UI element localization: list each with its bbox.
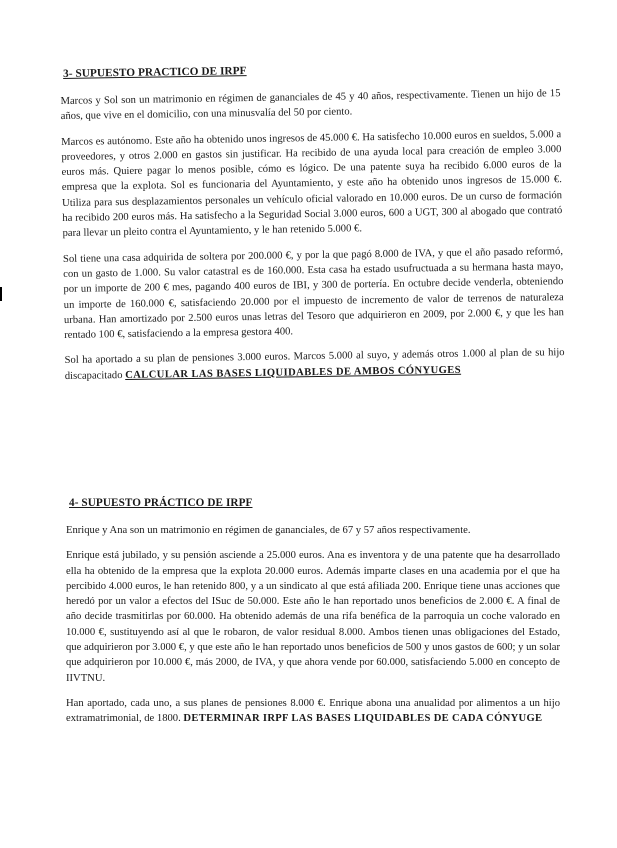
scan-edge-mark [0, 287, 2, 301]
supuesto-3-paragraph-4 [64, 346, 564, 384]
supuesto-3-paragraph-4-text: Sol ha aportado a su plan de pensiones 3.000 euros. Marcos 5.000 al suyo, y además otros 1.000 al plan de su hijo discapacitado [64, 347, 565, 382]
supuesto-4-title: 4- SUPUESTO PRÁCTICO DE IRPF [69, 497, 253, 509]
supuesto-3-instruction: CALCULAR LAS BASES LIQUIDABLES DE AMBOS CÓNYUGES [125, 364, 462, 381]
supuesto-3-paragraph-2: Marcos es autónomo. Este año ha obtenido unos ingresos de 45.000 €. Ha satisfecho 10.000 euros en sueldos, 5.000 a proveedores, y otros 2.000 en gastos sin justificar. Ha recibido de una ayuda local para creación de empleo 3.000 euros más. Quiere pagar lo menos posible, cómo es lógico. De una patente suya ha recibido 6.000 euros de la empresa que la explota. Sol es funcionaria del Ayuntamiento, y este año ha obtenido unos ingresos de 15.000 €. Utiliza para sus desplazamientos personales un vehículo oficial valorado en 10.000 euros. De un curso de formación ha recibido 200 euros más. Ha satisfecho a la Seguridad Social 3.000 euros, 600 a UGT, 300 al abogado que contrató para llevar un pleito contra el Ayuntamiento, y le han retenido 5.000 €. [61, 128, 563, 240]
supuesto-4-paragraph-2: Enrique está jubilado, y su pensión asciende a 25.000 euros. Ana es inventora y de una patente que ha desarrollado ella ha obtenido de la empresa que la explota 20.000 euros. Además imparte clases en una academia por el que ha percibido 4.000 euros, le han retenido 800, y a un sindicato al que está afiliada 200. Enrique tiene unas acciones que heredó por un valor a efectos del ISuc de 50.000. Este año le han reportado unos beneficios de 2.000 €. A final de año decide trasmitirlas por 60.000. Ha obtenido además de una rifa benéfica de la parroquia un coche valorado en 10.000 €, sustituyendo así al que le robaron, de valor residual 8.000. Ambos tienen unas obligaciones del Estado, que adquirieron por 3.000 €, y que este año le han reportado unos beneficios de 500 y unos gastos de 600; y un solar que adquirieron por 10.000 €, más 2000, de IVA, y que ahora vende por 60.000, satisfaciendo 5.000 en concepto de IIVTNU. [66, 550, 560, 684]
supuesto-3-paragraph-1: Marcos y Sol son un matrimonio en régimen de gananciales de 45 y 40 años, respectivamente. Tienen un hijo de 15 años, que vive en el domicilio, con una minusvalía del 50 por ciento. [60, 88, 561, 123]
supuesto-3-paragraph-3: Sol tiene una casa adquirida de soltera por 200.000 €, y por la que pagó 8.000 de IVA, y que el año pasado reformó, con un gasto de 1.000. Su valor catastral es de 160.000. Esta casa ha estado usufructuada a su hermana hasta mayo, por un importe de 200 € mes, pagando 400 euros de IBI, y 300 de portería. En octubre decide venderla, obteniendo un importe de 160.000 €, satisfaciendo 20.000 por el impuesto de incremento de valor de terrenos de naturaleza urbana. Han amortizado por 2.500 euros unas letras del Tesoro que adquirieron en 2009, por 2.000 €, y que les han rentado 100 €, satisfaciendo a la empresa gestora 400. [62, 245, 564, 342]
supuesto-4-paragraph-3 [66, 696, 560, 727]
supuesto-4-paragraph-3-text: Han aportado, cada uno, a sus planes de pensiones 8.000 €. Enrique abona una anualidad por alimentos a un hijo extramatrimonial, de 1800. [66, 697, 560, 725]
supuesto-3-title: 3- SUPUESTO PRACTICO DE IRPF [62, 65, 247, 80]
supuesto-4-instruction: DETERMINAR IRPF LAS BASES LIQUIDABLES DE CADA CÓNYUGE [183, 713, 543, 725]
supuesto-4-section [66, 497, 560, 737]
supuesto-3-section [60, 60, 565, 394]
supuesto-4-paragraph-1: Enrique y Ana son un matrimonio en régimen de gananciales, de 67 y 57 años respectivamente. [66, 525, 471, 536]
